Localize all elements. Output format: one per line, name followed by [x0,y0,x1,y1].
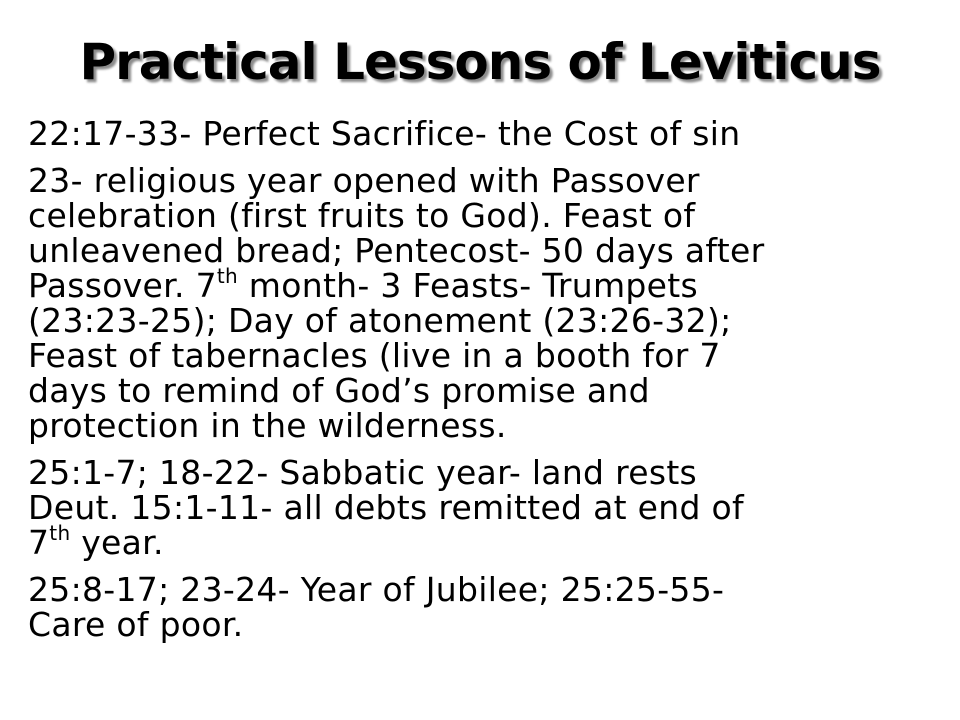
text-line: 7th year. [28,521,164,562]
slide-body [28,116,940,654]
text-line: unleavened bread; Pentecost- 50 days after [28,231,765,270]
text-line: protection in the wilderness. [28,406,507,445]
text-line: days to remind of God’s promise and [28,371,650,410]
text-line: 23- religious year opened with Passover [28,161,700,200]
paragraph-religious-year [28,163,940,443]
slide-title: Practical Lessons of Leviticus [79,33,881,91]
text-line: Passover. 7th month- 3 Feasts- Trumpets [28,264,699,305]
text-line: 25:8-17; 23-24- Year of Jubilee; 25:25-55- [28,570,725,609]
text-line: (23:23-25); Day of atonement (23:26-32); [28,301,732,340]
text-line: celebration (first fruits to God). Feast of [28,196,696,235]
superscript: th [216,264,238,288]
paragraph-jubilee [28,572,940,642]
text-line: Care of poor. [28,605,244,644]
text-line: Deut. 15:1-11- all debts remitted at end of [28,488,744,527]
text-line: 25:1-7; 18-22- Sabbatic year- land rests [28,453,698,492]
paragraph-perfect-sacrifice [28,116,940,151]
text-line: 22:17-33- Perfect Sacrifice- the Cost of sin [28,114,741,153]
paragraph-sabbatic-year [28,455,940,560]
superscript: th [49,521,71,545]
text-line: Feast of tabernacles (live in a booth for 7 [28,336,721,375]
